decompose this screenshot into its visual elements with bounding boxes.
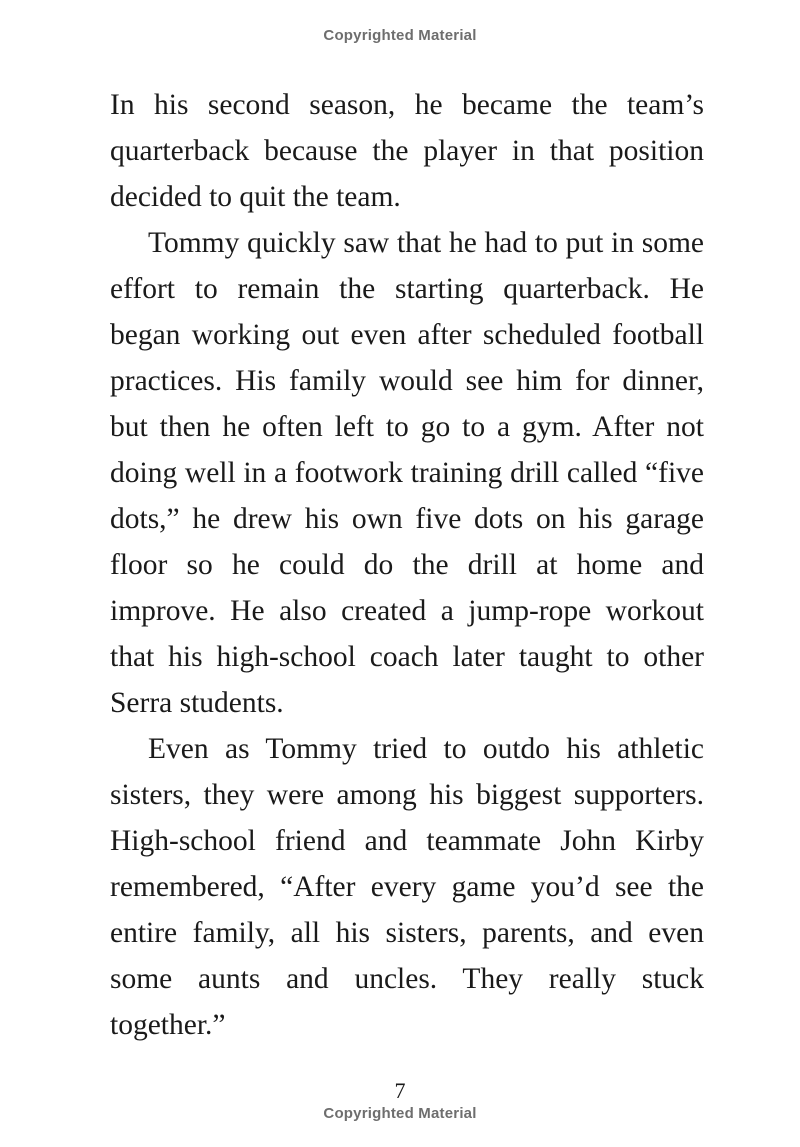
copyright-watermark-bottom: Copyrighted Material: [323, 1105, 477, 1122]
copyright-watermark-top: Copyrighted Material: [323, 27, 477, 44]
page-body: [110, 82, 704, 1048]
page-number: 7: [394, 1078, 406, 1103]
paragraph: In his second season, he became the team’s quarterback because the player in that position decided to quit the team.: [110, 89, 704, 213]
paragraph: Tommy quickly saw that he had to put in some effort to remain the starting quarterback. He began working out even after scheduled football practices. His family would see him for dinner, but then he often left to go to a gym. After not doing well in a footwork training drill called “five dots,” he drew his own five dots on his garage floor so he could do the drill at home and improve. He also created a jump-rope workout that his high-school coach later taught to other Serra students.: [110, 227, 704, 719]
paragraph: Even as Tommy tried to outdo his athletic sisters, they were among his biggest supporters. High-school friend and teammate John Kirby remembered, “After every game you’d see the entire family, all his sisters, parents, and even some aunts and uncles. They really stuck together.”: [110, 733, 704, 1041]
